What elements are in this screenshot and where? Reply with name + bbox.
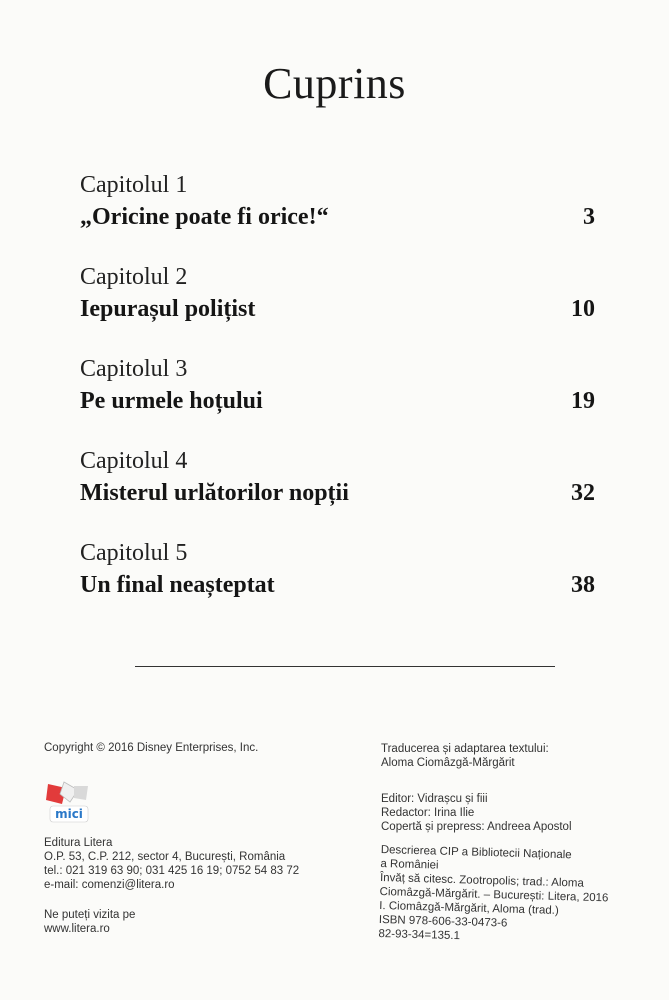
- chapter-title: „Oricine poate fi orice!“: [80, 204, 329, 230]
- publisher-info: [44, 836, 299, 892]
- publisher-line: Editura Litera: [44, 837, 113, 849]
- toc-entry: [80, 538, 595, 630]
- editorial-credits: [381, 792, 572, 834]
- publisher-logo: [44, 780, 92, 828]
- chapter-label: Capitolul 2: [80, 264, 188, 290]
- page-title: Cuprins: [263, 59, 406, 108]
- chapter-title: Un final neașteptat: [80, 572, 275, 598]
- cip-description: [378, 843, 609, 947]
- cip-line: Învăț să citesc. Zootropolis; trad.: Aloma: [379, 871, 585, 890]
- logo-text: mici: [55, 807, 83, 821]
- toc-entry: [80, 170, 595, 262]
- chapter-page-number: 32: [571, 480, 595, 506]
- table-of-contents: [80, 170, 595, 630]
- visit-info: [44, 908, 135, 936]
- toc-entry: [80, 446, 595, 538]
- divider: [135, 666, 555, 667]
- cip-line: Ciomâzgă-Mărgărit. – București: Litera, 2016: [379, 885, 609, 905]
- credit-line: Redactor: Irina Ilie: [381, 807, 475, 819]
- cip-line: a României: [380, 857, 439, 872]
- publisher-line: e-mail: comenzi@litera.ro: [44, 879, 175, 891]
- publisher-line: tel.: 021 319 63 90; 031 425 16 19; 0752 54 83 72: [44, 865, 300, 877]
- chapter-label: Capitolul 1: [80, 172, 188, 198]
- publisher-line: O.P. 53, C.P. 212, sector 4, București, România: [44, 851, 286, 863]
- cip-line: I. Ciomâzgă-Mărgărit, Aloma (trad.): [379, 899, 559, 917]
- cip-line: Descrierea CIP a Bibliotecii Naționale: [380, 843, 572, 862]
- chapter-page-number: 10: [571, 296, 595, 322]
- visit-line: www.litera.ro: [44, 923, 110, 935]
- chapter-page-number: 38: [571, 572, 595, 598]
- copyright-notice: Copyright © 2016 Disney Enterprises, Inc.: [44, 742, 259, 754]
- credit-line: Aloma Ciomâzgă-Mărgărit: [381, 757, 515, 769]
- credit-line: Editor: Vidrașcu și fiii: [381, 793, 488, 805]
- chapter-page-number: 3: [583, 204, 595, 230]
- credit-line: Traducerea și adaptarea textului:: [381, 743, 549, 755]
- toc-entry: [80, 262, 595, 354]
- chapter-title: Misterul urlătorilor nopții: [80, 480, 349, 506]
- translation-credit: [381, 742, 549, 770]
- chapter-label: Capitolul 3: [80, 356, 188, 382]
- chapter-page-number: 19: [571, 388, 595, 414]
- chapter-label: Capitolul 4: [80, 448, 188, 474]
- cip-line: 82-93-34=135.1: [378, 927, 461, 943]
- toc-entry: [80, 354, 595, 446]
- chapter-label: Capitolul 5: [80, 540, 188, 566]
- chapter-title: Iepurașul polițist: [80, 296, 256, 322]
- litera-mici-logo-icon: [44, 780, 92, 828]
- visit-line: Ne puteți vizita pe: [44, 909, 136, 921]
- cip-line: ISBN 978-606-33-0473-6: [378, 913, 508, 930]
- chapter-title: Pe urmele hoțului: [80, 388, 263, 414]
- credit-line: Copertă și prepress: Andreea Apostol: [381, 821, 572, 833]
